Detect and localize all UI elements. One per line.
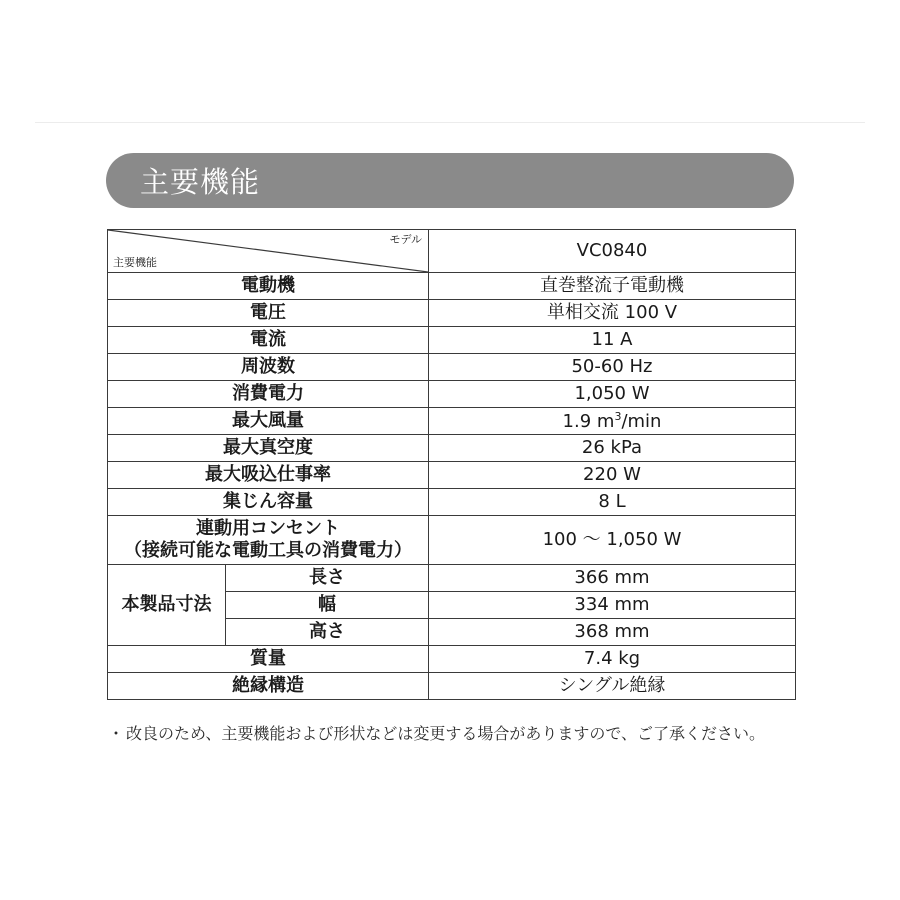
row-value: 7.4 kg: [429, 646, 796, 673]
table-row: [108, 462, 796, 489]
row-label: 高さ: [226, 619, 429, 646]
row-value: 100 ～ 1,050 W: [429, 516, 796, 565]
table-row: [108, 354, 796, 381]
row-label: 集じん容量: [108, 489, 429, 516]
table-row: [108, 565, 796, 592]
table-row: [108, 273, 796, 300]
table-row: [108, 408, 796, 435]
row-label: 幅: [226, 592, 429, 619]
row-value: 単相交流 100 V: [429, 300, 796, 327]
row-label: 質量: [108, 646, 429, 673]
row-label: 電圧: [108, 300, 429, 327]
row-header-label: 主要機能: [113, 255, 157, 269]
table-row: [108, 300, 796, 327]
model-name: VC0840: [429, 230, 796, 273]
footnote-bullet: ・: [108, 724, 125, 743]
table-row: [108, 327, 796, 354]
row-label-line2: （接続可能な電動工具の消費電力）: [124, 540, 412, 561]
row-label: 長さ: [226, 565, 429, 592]
dimensions-group-label: 本製品寸法: [108, 565, 226, 646]
row-label: 電流: [108, 327, 429, 354]
row-value: 11 A: [429, 327, 796, 354]
section-header: [106, 153, 794, 208]
value-tail: /min: [621, 410, 662, 432]
header-diagonal-cell: [108, 230, 429, 273]
table-header-row: [108, 230, 796, 273]
row-label: 電動機: [108, 273, 429, 300]
row-value: 220 W: [429, 462, 796, 489]
row-label: 絶縁構造: [108, 673, 429, 700]
row-value: 368 mm: [429, 619, 796, 646]
row-value: 366 mm: [429, 565, 796, 592]
footnote-text: 改良のため、主要機能および形状などは変更する場合がありますので、ご了承ください。: [126, 724, 766, 743]
row-label: [108, 516, 429, 565]
table-row: [108, 646, 796, 673]
row-value: 26 kPa: [429, 435, 796, 462]
row-label: 最大風量: [108, 408, 429, 435]
row-value: [429, 408, 796, 435]
section-title: 主要機能: [140, 165, 261, 199]
table-row: [108, 673, 796, 700]
value-main: 1.9 m: [562, 410, 615, 432]
row-label: 最大吸込仕事率: [108, 462, 429, 489]
row-value: シングル絶縁: [429, 673, 796, 700]
value-superscript: 3: [614, 409, 622, 423]
top-divider: [35, 122, 865, 123]
row-value: 直巻整流子電動機: [429, 273, 796, 300]
row-label-line1: 連動用コンセント: [196, 518, 340, 540]
row-value: 50-60 Hz: [429, 354, 796, 381]
footnote: [108, 722, 798, 746]
table-row: [108, 435, 796, 462]
spec-table: [107, 229, 796, 700]
row-value: 8 L: [429, 489, 796, 516]
table-row: [108, 381, 796, 408]
column-header-label: モデル: [389, 233, 422, 246]
row-value: 334 mm: [429, 592, 796, 619]
table-row: [108, 516, 796, 565]
row-label: 周波数: [108, 354, 429, 381]
table-row: [108, 489, 796, 516]
row-label: 最大真空度: [108, 435, 429, 462]
row-value: 1,050 W: [429, 381, 796, 408]
row-label: 消費電力: [108, 381, 429, 408]
